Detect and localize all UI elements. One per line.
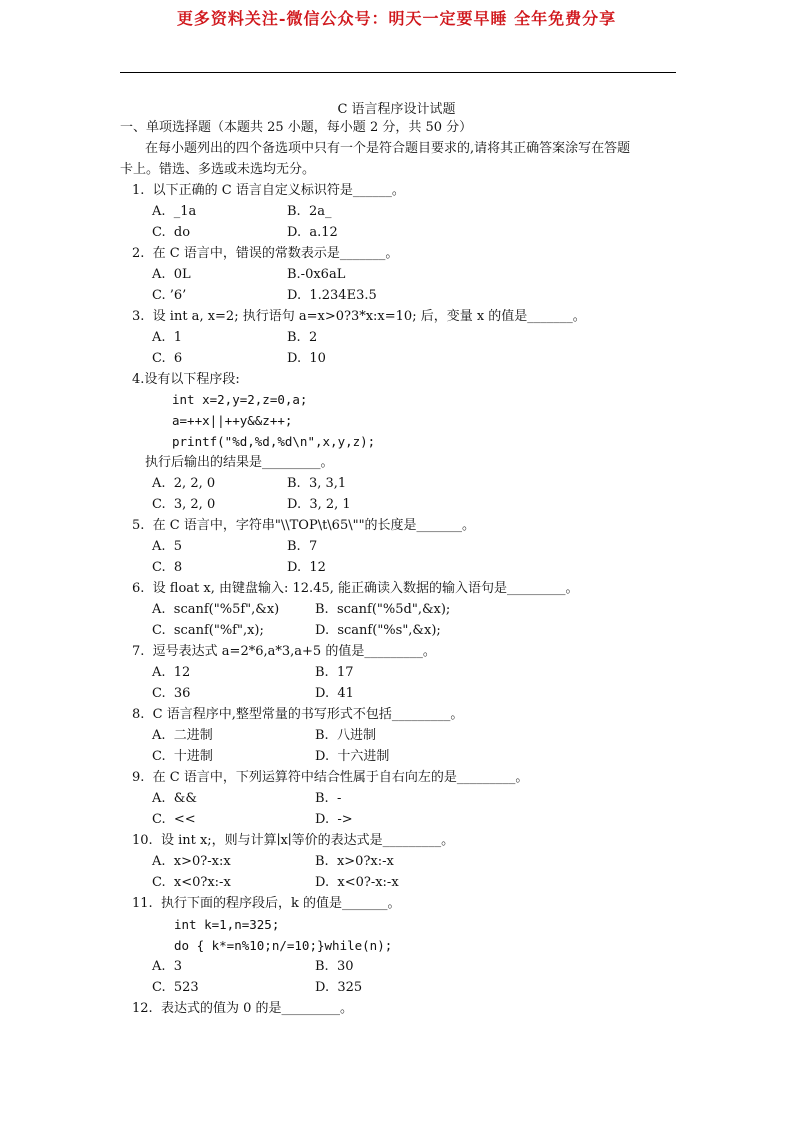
q4-code-line-2: a=++x||++y&&z++;: [172, 413, 293, 428]
q5-option-c: C. 8: [152, 560, 183, 575]
q11-option-d: D. 325: [315, 980, 363, 995]
q3-option-c: C. 6: [152, 351, 183, 366]
q11-code-line-2: do { k*=n%10;n/=10;}while(n);: [174, 938, 393, 953]
question-9-stem: 9. 在 C 语言中，下列运算符中结合性属于自右向左的是_________。: [132, 770, 529, 785]
q8-option-d: D. 十六进制: [315, 749, 390, 764]
q8-option-c: C. 十进制: [152, 749, 213, 764]
q9-option-d: D. ->: [315, 812, 353, 827]
q7-option-c: C. 36: [152, 686, 191, 701]
question-1-stem: 1. 以下正确的 C 语言自定义标识符是______。: [132, 183, 405, 198]
q11-code-line-1: int k=1,n=325;: [174, 917, 280, 932]
question-10-stem: 10. 设 int x;，则与计算∣x∣等价的表达式是_________。: [132, 833, 455, 848]
q6-option-c: C. scanf("%f",x);: [152, 623, 264, 638]
question-12-stem: 12. 表达式的值为 0 的是_________。: [132, 1001, 353, 1016]
q11-option-b: B. 30: [315, 959, 354, 974]
q4-option-b: B. 3, 3,1: [287, 476, 347, 491]
q3-option-d: D. 10: [287, 351, 326, 366]
q5-option-b: B. 7: [287, 539, 318, 554]
q4-code-line-3: printf("%d,%d,%d\n",x,y,z);: [172, 434, 376, 449]
q2-option-c: C. ’6’: [152, 288, 187, 303]
question-11-stem: 11. 执行下面的程序段后，k 的值是_______。: [132, 896, 401, 911]
q6-option-d: D. scanf("%s",&x);: [315, 623, 441, 638]
q3-option-b: B. 2: [287, 330, 318, 345]
q10-option-a: A. x>0?-x:x: [152, 854, 231, 869]
promo-banner: 更多资料关注-微信公众号：明天一定要早睡 全年免费分享: [176, 9, 617, 28]
q10-option-b: B. x>0?x:-x: [315, 854, 394, 869]
q2-option-a: A. 0L: [152, 267, 191, 282]
q4-option-d: D. 3, 2, 1: [287, 497, 351, 512]
q2-option-d: D. 1.234E3.5: [287, 288, 377, 303]
question-8-stem: 8. C 语言程序中,整型常量的书写形式不包括_________。: [132, 707, 464, 722]
q11-option-c: C. 523: [152, 980, 199, 995]
question-2-stem: 2. 在 C 语言中，错误的常数表示是_______。: [132, 246, 399, 261]
q9-option-c: C. <<: [152, 812, 196, 827]
q4-option-a: A. 2, 2, 0: [152, 476, 216, 491]
q4-option-c: C. 3, 2, 0: [152, 497, 216, 512]
q1-option-d: D. a.12: [287, 225, 338, 240]
q10-option-d: D. x<0?-x:-x: [315, 875, 399, 890]
q10-option-c: C. x<0?x:-x: [152, 875, 231, 890]
section-heading: 一、单项选择题（本题共 25 小题，每小题 2 分，共 50 分）: [120, 120, 473, 135]
q6-option-b: B. scanf("%5d",&x);: [315, 602, 451, 617]
q9-option-b: B. -: [315, 791, 342, 806]
q1-option-a: A. _1a: [152, 204, 197, 219]
q7-option-a: A. 12: [152, 665, 191, 680]
q2-option-b: B.-0x6aL: [287, 267, 346, 282]
q1-option-c: C. do: [152, 225, 191, 240]
q6-option-a: A. scanf("%5f",&x): [152, 602, 280, 617]
q9-option-a: A. &&: [152, 791, 197, 806]
question-7-stem: 7. 逗号表达式 a=2*6,a*3,a+5 的值是_________。: [132, 644, 436, 659]
q8-option-a: A. 二进制: [152, 728, 213, 743]
q4-followup: 执行后输出的结果是_________。: [145, 455, 334, 470]
q7-option-b: B. 17: [315, 665, 354, 680]
q7-option-d: D. 41: [315, 686, 354, 701]
question-6-stem: 6. 设 float x, 由键盘输入: 12.45, 能正确读入数据的输入语句是_________。: [132, 581, 579, 596]
question-3-stem: 3. 设 int a, x=2; 执行语句 a=x>0?3*x:x=10; 后，变量 x 的值是_______。: [132, 309, 586, 324]
instructions-line-1: 在每小题列出的四个备选项中只有一个是符合题目要求的,请将其正确答案涂写在答题: [145, 141, 631, 156]
q1-option-b: B. 2a_: [287, 204, 332, 219]
question-5-stem: 5. 在 C 语言中，字符串"\\TOP\t\65\""的长度是_______。: [132, 518, 476, 533]
q5-option-d: D. 12: [287, 560, 326, 575]
q8-option-b: B. 八进制: [315, 728, 376, 743]
q4-code-line-1: int x=2,y=2,z=0,a;: [172, 392, 308, 407]
q3-option-a: A. 1: [152, 330, 183, 345]
page-title: C 语言程序设计试题: [337, 102, 456, 117]
instructions-line-2: 卡上。错选、多选或未选均无分。: [120, 162, 316, 177]
q11-option-a: A. 3: [152, 959, 183, 974]
question-4-stem: 4.设有以下程序段:: [132, 372, 240, 387]
header-rule: [120, 72, 676, 73]
q5-option-a: A. 5: [152, 539, 183, 554]
